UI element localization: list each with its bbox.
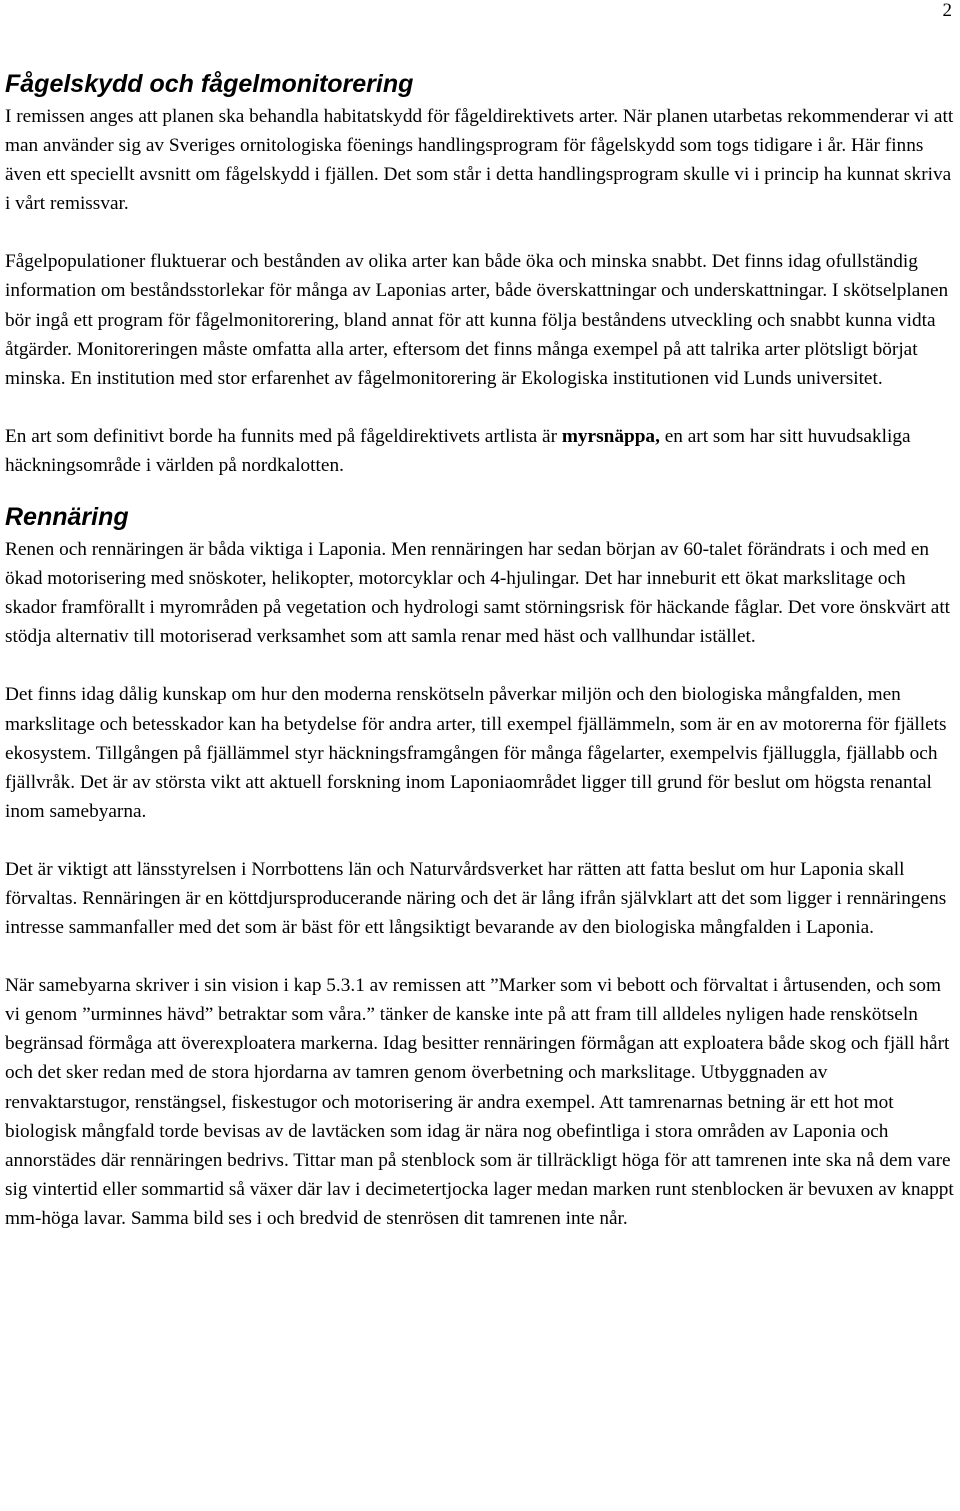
- paragraph-lansstyrelsen: Det är viktigt att länsstyrelsen i Norrbottens län och Naturvårdsverket har rätten att fatta beslut om hur Laponia skall förvaltas. Rennäringen är en köttdjursproducerande näring och det är lång ifrån självklart att det som ligger i rennäringens intresse sammanfaller med det som är bäst för ett långsiktigt bevarande av den biologiska mångfalden i Laponia.: [5, 858, 947, 939]
- document-body: [5, 66, 955, 1233]
- paragraph-renen: Renen och rennäringen är båda viktiga i Laponia. Men rennäringen har sedan början av 60-talet förändrats i och med en ökad motorisering med snöskoter, helikopter, motorcyklar och 4-hjulingar. Det har inneburit ett ökat markslitage och skador framförallt i myrområden på vegetation och hydrologi samt störningsrisk för häckande fåglar. Det vore önskvärt att stödja alternativ till motoriserad verksamhet som att samla renar med häst och vallhundar istället.: [5, 539, 951, 648]
- paragraph-myrsnappa-after: en art som har sitt huvudsakliga häckningsområde i världen på nordkalotten.: [5, 425, 911, 476]
- paragraph-myrsnappa: [5, 422, 955, 480]
- paragraph-myrsnappa-before: En art som definitivt borde ha funnits med på fågeldirektivets artlista är: [5, 425, 562, 447]
- paragraph-kunskap: Det finns idag dålig kunskap om hur den moderna renskötseln påverkar miljön och den biologiska mångfalden, men markslitage och betesskador kan ha betydelse för andra arter, till exempel fjällämmeln, som är en av motorerna för fjällets ekosystem. Tillgången på fjällämmel styr häckningsframgången för många fågelarter, exempelvis fjälluggla, fjällabb och fjällvråk. Det är av största vikt att aktuell forskning inom Laponiaområdet ligger till grund för beslut om högsta renantal inom samebyarna.: [5, 684, 947, 822]
- paragraph-remiss: I remissen anges att planen ska behandla habitatskydd för fågeldirektivets arter. När planen utarbetas rekommenderar vi att man använder sig av Sveriges ornitologiska föenings handlingsprogram för fågelskydd som togs tidigare i år. Här finns även ett speciellt avsnitt om fågelskydd i fjällen. Det som står i detta handlingsprogram skulle vi i princip ha kunnat skriva i vårt remissvar.: [5, 106, 954, 215]
- paragraph-bird-populations: Fågelpopulationer fluktuerar och bestånden av olika arter kan både öka och minska snabbt. Det finns idag ofullständig information om beståndsstorlekar för många av Laponias arter, både överskattningar och underskattningar. I skötselplanen bör ingå ett program för fågelmonitorering, bland annat för att kunna följa beståndens utveckling och snabbt kunna vidta åtgärder. Monitoreringen måste omfatta alla arter, eftersom det finns många exempel på att talrika arter plötsligt börjat minska. En institution med stor erfarenhet av fågelmonitorering är Ekologiska institutionen vid Lunds universitet.: [5, 251, 949, 389]
- section-heading-bird-protection: Fågelskydd och fågelmonitorering: [5, 70, 414, 98]
- page-number: 2: [942, 0, 952, 21]
- species-name-bold: myrsnäppa,: [561, 425, 660, 447]
- paragraph-samebyarna: När samebyarna skriver i sin vision i kap 5.3.1 av remissen att ”Marker som vi bebott och förvaltat i årtusenden, och som vi genom ”urminnes hävd” betraktar som våra.” tänker de kanske inte på att fram till alldeles nyligen hade renskötseln begränsad förmåga att överexploatera markerna. Idag besitter rennäringen förmågan att exploatera både skog och fjäll hårt och det sker redan med de stora hjordarna av tamren genom överbetning och markslitage. Utbyggnaden av renvaktarstugor, renstängsel, fiskestugor och motorisering är andra exempel. Att tamrenarnas betning är ett hot mot biologisk mångfald torde bevisas av de lavtäcken som idag är nära nog obefintliga i stora områden av Laponia och annorstädes där rennäringen bedrivs. Tittar man på stenblock som är tillräckligt höga för att tamrenen inte ska nå dem vare sig vintertid eller sommartid så växer där lav i decimetertjocka lager medan marken runt stenblocken är bevuxen av knappt mm-höga lavar. Samma bild ses i och bredvid de stenrösen dit tamrenen inte når.: [5, 975, 954, 1229]
- section-heading-rennaring: Rennäring: [5, 503, 129, 532]
